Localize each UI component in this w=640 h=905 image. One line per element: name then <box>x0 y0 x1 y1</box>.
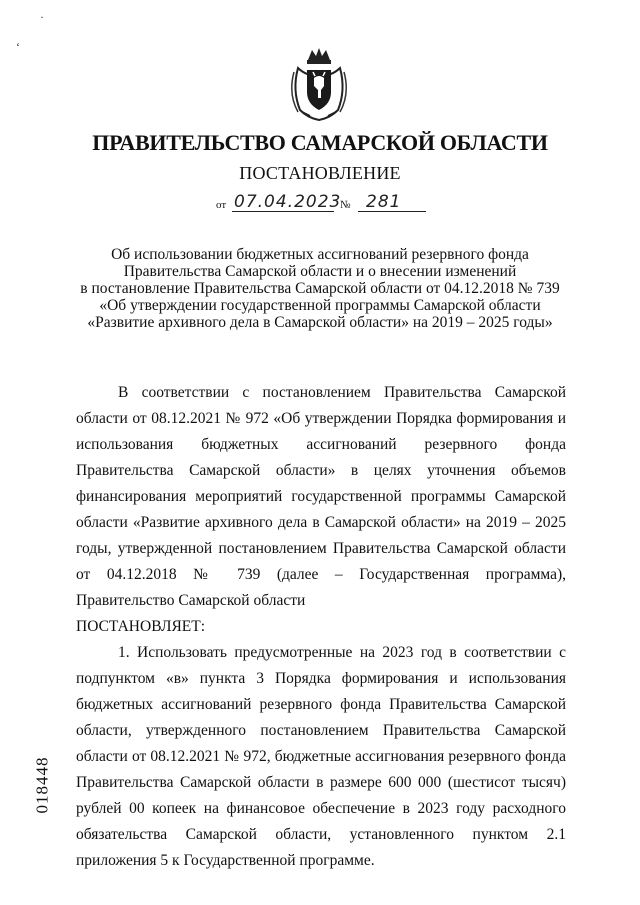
side-serial-number: 018448 <box>32 756 52 814</box>
coat-of-arms-icon <box>288 46 350 122</box>
document-subject <box>60 246 580 331</box>
subject-line: Об использовании бюджетных ассигнований резервного фонда <box>111 246 529 263</box>
scan-mark: · <box>40 10 44 24</box>
subject-line: в постановление Правительства Самарской области от 04.12.2018 № 739 <box>80 280 560 297</box>
document-type: ПОСТАНОВЛЕНИЕ <box>239 163 401 183</box>
date-prefix: от <box>216 199 227 211</box>
date-value: 07.04.2023 <box>234 192 342 212</box>
number-value: 281 <box>366 192 402 212</box>
date-number-line <box>216 192 446 216</box>
resolves-keyword: ПОСТАНОВЛЯЕТ: <box>76 618 206 635</box>
subject-line: Правительства Самарской области и о внесении изменений <box>123 263 517 280</box>
preamble-paragraph: В соответствии с постановлением Правительства Самарской области от 08.12.2021 № 972 «Об утверждении Порядка формирования и использования бюджетных ассигнований резервного фонда Правительства Самарской области» в целях уточнения объемов финансирования мероприятий государственной программы Самарской области «Развитие архивного дела в Самарской области» на 2019 – 2025 годы, утвержденной постановлением Правительства Самарской области от 04.12.2018 № 739 (далее – Государственная программа), Правительство Самарской области <box>76 384 566 609</box>
scan-mark: ‘ <box>16 40 20 54</box>
subject-line: «Об утверждении государственной программы Самарской области <box>99 297 541 314</box>
subject-line: «Развитие архивного дела в Самарской области» на 2019 – 2025 годы» <box>87 314 553 331</box>
document-body <box>76 380 566 874</box>
item-1-paragraph: 1. Использовать предусмотренные на 2023 год в соответствии с подпунктом «в» пункта 3 Порядка формирования и использования бюджетных ассигнований резервного фонда Правительства Самарской области, утвержденного постановлением Правительства Самарской области от 08.12.2021 № 972, бюджетные ассигнования резервного фонда Правительства Самарской области в размере 600 000 (шестисот тысяч) рублей 00 копеек на финансовое обеспечение в 2023 году расходного обязательства Самарской области, установленного пунктом 2.1 приложения 5 к Государственной программе. <box>76 644 566 869</box>
government-title: ПРАВИТЕЛЬСТВО САМАРСКОЙ ОБЛАСТИ <box>92 130 548 155</box>
number-prefix: № <box>340 199 351 211</box>
